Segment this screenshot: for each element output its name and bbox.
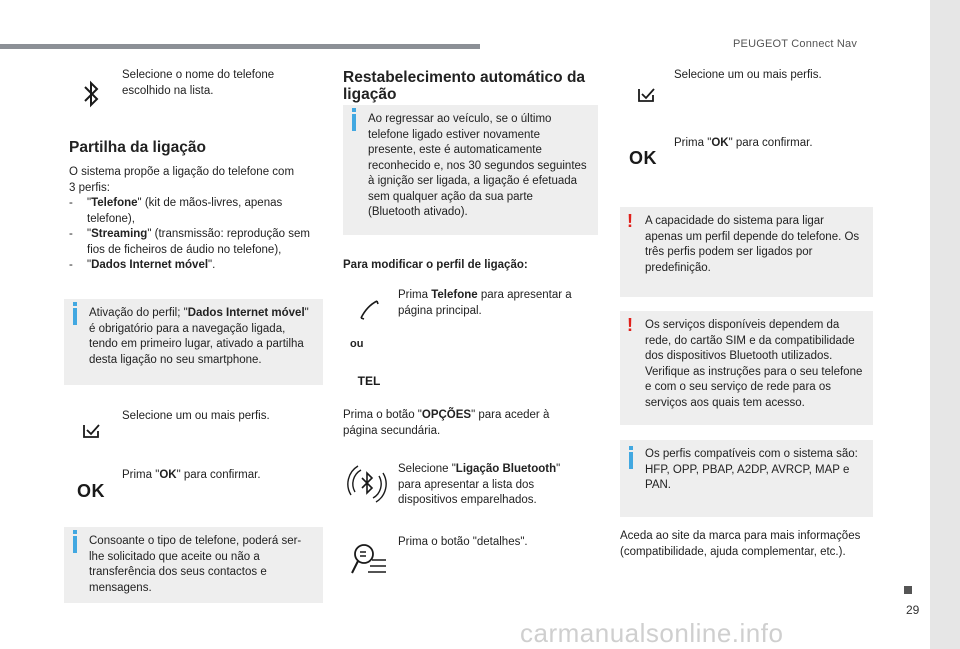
header-rule <box>0 44 480 49</box>
step-select-profiles: Selecione um ou mais perfis. <box>122 410 270 422</box>
step-bluetooth: Selecione "Ligação Bluetooth" para apresentar a lista dos dispositivos emparelhados. <box>398 463 561 506</box>
list-dash: - <box>69 197 73 209</box>
warning-icon: ! <box>627 211 633 231</box>
body-line: 3 perfis: <box>69 181 110 194</box>
subheading-modify-profile: Para modificar o perfil de ligação: <box>343 259 528 271</box>
continue-marker <box>904 586 912 594</box>
warning-note-capacity: A capacidade do sistema para ligar apenas um perfil depende do telefone. Os três perfis podem ser ligados por predefinição. <box>620 207 873 297</box>
info-icon-dot <box>73 530 77 534</box>
warning-note-services: Os serviços disponíveis dependem da rede, do cartão SIM e da compatibilidade dos dispositivos Bluetooth utilizados. Verifique as instruções para o seu telefone e com o seu serviço de rede para os serviços aos quais tem acesso. <box>620 311 873 425</box>
info-note-contacts: Consoante o tipo de telefone, poderá ser-lhe solicitado que aceite ou não a transferência dos seus contactos e mensagens. <box>64 527 323 603</box>
page-edge-strip <box>930 0 960 649</box>
intro-text: Selecione o nome do telefone escolhido na lista. <box>122 69 275 97</box>
list-dash: - <box>69 259 73 271</box>
info-icon <box>73 536 77 553</box>
warning-icon: ! <box>627 315 633 335</box>
info-note-reconnect: Ao regressar ao veículo, se o último telefone ligado estiver novamente presente, este é automaticamente reconhecido e, nos 30 segundos seguintes à ignição ser ligada, a ligação é efetuada sem qualquer ação da sua parte (Bluetooth ativado). <box>343 105 598 235</box>
ok-icon: OK <box>77 480 105 501</box>
info-note-activation: Ativação do perfil; "Dados Internet móvel" é obrigatório para a navegação ligada, tendo em primeiro lugar, ativado a partilha desta ligação no seu smartphone. <box>64 299 323 385</box>
info-icon <box>73 308 77 325</box>
list-item: - "Telefone" (kit de mãos-livres, apenas telefone), <box>69 196 329 227</box>
step-confirm: Prima "OK" para confirmar. <box>122 469 261 481</box>
section-title-reconnect: Restabelecimento automático da ligação <box>343 69 586 103</box>
checkbox-icon <box>631 82 661 108</box>
step-details: Prima o botão "detalhes". <box>398 536 528 548</box>
info-icon-dot <box>352 108 356 112</box>
info-icon <box>352 114 356 131</box>
info-icon <box>629 452 633 469</box>
options-text: Prima o botão "OPÇÕES" para aceder à página secundária. <box>343 409 550 437</box>
checkbox-icon <box>76 418 106 444</box>
list-item: - "Dados Internet móvel". <box>69 258 329 274</box>
bluetooth-icon <box>76 76 106 112</box>
list-dash: - <box>69 228 73 240</box>
or-label: ou <box>350 338 364 350</box>
step-confirm: Prima "OK" para confirmar. <box>674 137 813 149</box>
sharing-body <box>69 165 329 274</box>
profile-name: Telefone <box>91 197 138 209</box>
step-select-profiles: Selecione um ou mais perfis. <box>674 69 822 81</box>
bluetooth-connection-icon <box>347 464 387 504</box>
ok-icon: OK <box>629 147 657 168</box>
profile-name: Dados Internet móvel <box>91 259 209 271</box>
tel-icon: TEL <box>357 374 381 388</box>
info-note-compatible-profiles: Os perfis compatíveis com o sistema são: HFP, OPP, PBAP, A2DP, AVRCP, MAP e PAN. <box>620 440 873 517</box>
page-number: 29 <box>906 603 920 617</box>
info-icon-dot <box>629 446 633 450</box>
step-phone: Prima Telefone para apresentar a página principal. <box>398 289 572 317</box>
phone-icon <box>355 296 383 324</box>
profile-name: Streaming <box>91 228 148 240</box>
section-title-sharing: Partilha da ligação <box>69 139 206 156</box>
list-item: - "Streaming" (transmissão: reprodução sem fios de ficheiros de áudio no telefone), <box>69 227 329 258</box>
body-line: O sistema propõe a ligação do telefone com <box>69 166 295 178</box>
header-title: PEUGEOT Connect Nav <box>733 38 858 50</box>
details-icon <box>348 538 388 578</box>
footer-text: Aceda ao site da marca para mais informações (compatibilidade, ajuda complementar, etc.). <box>620 530 861 558</box>
watermark: carmanualsonline.info <box>520 618 784 648</box>
